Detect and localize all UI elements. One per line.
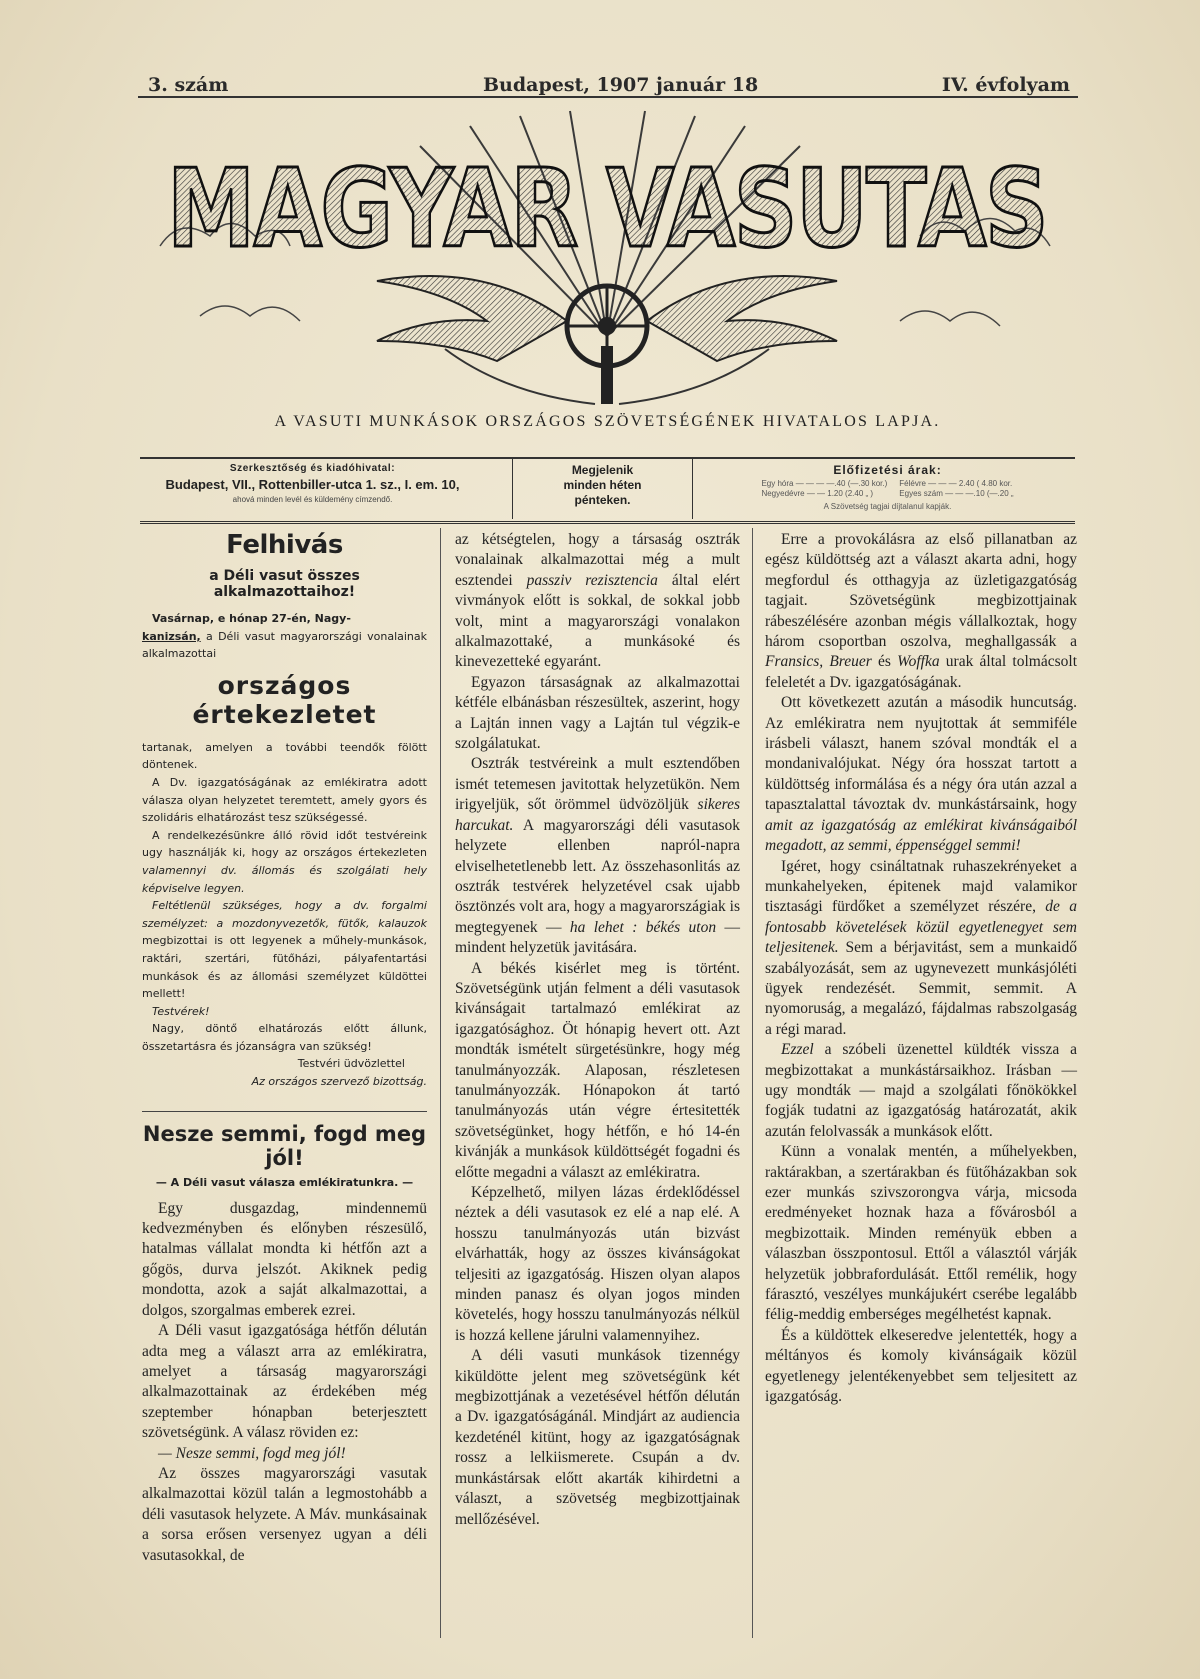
rate-row: Negyedévre — — 1.20 (2.40 „ ) [761, 489, 874, 498]
paragraph [142, 610, 427, 663]
rates-note: A Szövetség tagjai díjtalanul kapják. [823, 502, 952, 511]
signature-committee: Az országos szervező bizottság. [251, 1075, 427, 1089]
text: urak által tolmácsolt feleletét a Dv. igazgatóságának. [765, 653, 1078, 691]
text: a Déli vasut magyarországi vonalainak alkalmazottai [142, 629, 427, 661]
italic-text: de a fontosabb követelések közül egyetlenegyet sem teljesitenek. [765, 898, 1077, 957]
italic-text: amit az igazgatóság az emlékirat kivánságaiból megadott, az semmi, éppenséggel semmi! [765, 816, 1077, 855]
italic-text: passziv rezisztencia [526, 571, 658, 589]
paragraph: A déli vasuti munkások tizennégy kiküldötte jelent meg szövetségünk két megbizottjának a vezetésével hétfőn délután a Dv. igazgatóságánál. Mindjárt az audiencia kezdeténél kitünt, hogy az igazgatóságnak rossz a lelkiismerete. Csupán a dv. munkástársak előtt akarták kihirdetni a választ, a szövetség megbizottjainak mellőzésével. [455, 1347, 740, 1528]
paragraph [455, 754, 740, 958]
rates-table [700, 479, 1075, 499]
italic-text: sikeres harcukat. [455, 796, 740, 834]
rate-row: Félévre — — — 2.40 ( 4.80 kor. [899, 479, 1013, 488]
italic-text: Testvérek! [152, 1004, 210, 1018]
column-rule [440, 528, 441, 1638]
paragraph [142, 1003, 427, 1021]
paragraph: Az összes magyarországi vasutak alkalmazottai közül talán a legmostohább a déli vasutasok helyzete. A Máv. munkásainak a sorsa erősen versenyez ugyan a déli vasutasokkal, de [142, 1464, 427, 1564]
issue-number: 3. szám [148, 74, 229, 96]
text: Igéret, hogy csináltatnak ruhaszekrényeket a munkahelyeken, épitenek majd valamikor tisztasági fürdőket a személyzet részére, [765, 857, 1077, 916]
rate-row: Egyes szám — — —.10 (—.20 „ [899, 489, 1014, 498]
headline-felhivas-sub: a Déli vasut összes alkalmazottaihoz! [209, 568, 360, 600]
text: A magyarországi déli vasutasok helyzete ellenben napról-napra elviselhetetlenebb lett. Az összehasonlitás az osztrák testvérek helyzetével csak ujabb ösztönzés volt ara, hogy a magyarországiak is megtegyenek — [455, 816, 740, 936]
bold-text: Vasárnap, e hónap 27-én, Nagy- [152, 612, 351, 625]
text: Erre a provokálásra az első pillanatban az egész küldöttség azt a választ akarta adni, hogy megfordul és otthagyja az üzletigazgatóság tagjait. Szövetségünk megbizottjainak rábeszélésére azonban mégis vállalkoztak, hogy három csoportban oszolva, meghallgassák a [765, 531, 1077, 651]
paragraph: Képzelhető, milyen lázas érdeklődéssel néztek a déli vasutasok ez elé a nap elé. A hosszu tanulmányozás után bizvást elvárhatták, hogy az összes kivánságokat teljesiti az igazgatóság. Hiszen olyan alapos minden panasz és olyan jogos minden követelés, hogy hosszu tanulmányozás nélkül is hozzá kellene járulni valamennyihez. [455, 1184, 740, 1344]
editorial-note: ahová minden levél és küldemény címzendő. [232, 495, 393, 504]
masthead-title: MAGYAR VASUTAS [167, 147, 1047, 272]
paragraph: tartanak, amelyen a további teendők fölött döntenek. [142, 740, 427, 772]
editorial-office [140, 463, 485, 504]
schedule-line-3: pénteken. [574, 493, 631, 507]
paragraph: A Déli vasut igazgatósága hétfőn délután adta meg a választ arra az emlékiratra, amelyet a társaság magyarországi alkalmazottainak az érdekében még szeptember hónapban beterjesztett szövetségünk. A válasz röviden ez: [142, 1322, 427, 1442]
paragraph: A békés kisérlet meg is történt. Szövetségünk utján felment a déli vasutasok kivánságait tartalmazó emlékirat az igazgatósághoz. Öt hónapig hevert ott. Azt mondták ismételt sürgetésünkre, hogy még tanulmányozzák. Alaposan, részletesen tanulmányozzák. Hónapokon át tartó tanulmányozás után végre értesitették szövetségünket, hogy hétfőn, e hó 14-én kivánják a munkások küldöttségét fogadni és előtte megadni a választ az emlékiratra. [455, 959, 740, 1181]
masthead-logo [140, 106, 1075, 406]
schedule-line-1: Megjelenik [571, 463, 634, 477]
text: az kétségtelen, hogy a társaság osztrák vonalainak alkalmazottai még a mult esztendei [455, 531, 740, 589]
paragraph: Nagy, döntő elhatározás előtt állunk, összetartásra és józanságra van szükség! [142, 1022, 427, 1053]
paragraph [142, 897, 427, 1003]
article-body [142, 1199, 427, 1566]
italic-text: — Nesze semmi, fogd meg jól! [158, 1444, 346, 1462]
text: — mindent helyzetük javitására. [455, 918, 740, 957]
italic-text: Ezzel [781, 1041, 814, 1059]
bold-text: kanizsán, [142, 629, 201, 643]
issue-date: Budapest, 1907 január 18 [483, 74, 759, 96]
column-1 [142, 530, 427, 1566]
text: Sem a bérjavitást, sem a munkaidő szabályozását, sem az ugynevezett munkásjóléti ügyek rendezését. Semmit, semmit. A nyomoruság, a megalázó, fájdalmas rabszolgaság a régi marad. [765, 939, 1077, 1038]
info-divider [512, 459, 513, 519]
editorial-address: Budapest, VII., Rottenbiller-utca 1. sz., I. em. 10, [165, 477, 460, 492]
paragraph: A Dv. igazgatóságának az emlékiratra adott válasza olyan helyzetet teremtett, amely gyors és szolidáris elhatározást tesz szükségessé. [142, 775, 427, 825]
text: A rendelkezésünkre álló rövid időt testvéreink ugy használják ki, hogy az országos értekezleten [142, 828, 427, 860]
text: a szóbeli üzenettel küldték vissza a megbizottakat a munkástársaikhoz. Irásban — ugy mondták — majd a szolgálati főnökökkel fogják tudatni az igazgatóság határozatát, akik azután felolvassák a munkások előtt. [765, 1041, 1077, 1140]
paragraph [765, 530, 1077, 693]
paragraph: Künn a vonalak mentén, a műhelyekben, raktárakban, a szertárakban és fütőházakban sok ezer munkás szivszorongva várja, micsoda eredményeket hoznak haza a fővárosból a megbizottaik. Minden reményük ebben a válaszban összpontosul. Ettől a választól várják helyzetük jobbrafordulását. Ettől remélik, hogy fárasztó, veszélyes munkájukért cserébe legalább félig-meddig emberséges megélhetést kapnak. [765, 1143, 1077, 1324]
signature-greeting: Testvéri üdvözlettel [297, 1057, 405, 1071]
paragraph [765, 1040, 1077, 1142]
headline-felhivas: Felhivás [226, 530, 343, 560]
text: Osztrák testvéreink a mult esztendőben ismét tetemesen javitottak helyzetükön. Nem irigyeljük, sőt örömmel üdvözöljük [455, 755, 740, 814]
header-rule [138, 96, 1078, 98]
italic-text: valamennyi dv. állomás és szolgálati hely képviselve legyen. [142, 863, 427, 895]
italic-text: Fransics, Breuer [765, 653, 872, 671]
header-line [138, 74, 1078, 100]
column-2 [455, 530, 740, 1530]
text: és [871, 653, 898, 671]
paragraph: És a küldöttek elkeseredve jelentették, hogy a méltányos és komoly kivánságaik közül egyetlenegy jelentékenyebbet sem teljesitett az igazgatóság. [765, 1326, 1077, 1406]
info-divider [692, 459, 693, 519]
paragraph [765, 857, 1077, 1041]
italic-text: Woffka [897, 653, 940, 671]
text: megbizottai is ott legyenek a műhely-munkások, raktári, szertári, fütőházi, pályafentartási munkások és az állomási személyzet küldöttei mellett! [142, 934, 427, 1001]
prices-heading: Előfizetési árak: [833, 463, 942, 477]
italic-text: Feltétlenül szükséges, hogy a dv. forgalmi személyzet: a mozdonyvezetők, fütők, kalauzok [142, 899, 427, 930]
info-bar [140, 457, 1075, 524]
section-divider [142, 1111, 427, 1112]
column-3 [765, 530, 1077, 1407]
paragraph [455, 530, 740, 673]
headline-nesze-sub: — A Déli vasut válasza emlékiratunkra. — [155, 1175, 414, 1189]
italic-text: ha lehet : békés uton [569, 918, 717, 936]
schedule-line-2: minden héten [563, 478, 642, 492]
paragraph [142, 827, 427, 897]
paragraph: Egy dusgazdag, mindennemü kedvezményben és előnyben részesülő, hatalmas vállalat mondta ki hétfőn azt a gőgös, durva jelszót. Akiknek pedig mondotta, azok a saját alkalmazottai, a dolgos, szorgalmas emberek ezrei. [142, 1199, 427, 1319]
editorial-label: Szerkesztőség és kiadóhivatal: [229, 463, 396, 474]
paragraph [142, 1444, 427, 1464]
volume-number: IV. évfolyam [941, 74, 1070, 96]
publication-schedule [525, 463, 680, 508]
rate-row: Egy hóra — — — —.40 (—.30 kor.) [761, 479, 888, 488]
column-rule [752, 528, 753, 1638]
text: Ott következett azután a második huncutság. Az emlékiratra nem nyujtottak át semmiféle irásbeli választ, hanem szóval mondták el a mondanivalójukat. Négy óra hosszat tartott a küldöttség informálása és a négy óra után azzal a tapasztalattal távoztak dv. munkástársaink, hogy [765, 694, 1077, 814]
headline-nesze: Nesze semmi, fogd meg jól! [142, 1121, 427, 1170]
masthead-subtitle: A VASUTI MUNKÁSOK ORSZÁGOS SZÖVETSÉGÉNEK HIVATALOS LAPJA. [274, 413, 941, 430]
paragraph [765, 693, 1077, 856]
subscription-prices [700, 463, 1075, 511]
headline-ertekezlet: országos értekezletet [192, 670, 377, 729]
text: által elért vivmányok előtt is sokkal, de sokkal jobb volt, mint a magyarországi vonalakon alkalmazottaké, a munkásoké és kinevezetteké egyaránt. [455, 571, 740, 671]
paragraph: Egyazon társaságnak az alkalmazottai kétféle elbánásban részesültek, aszerint, hogy a Lajtán innen vagy a Lajtán tul végzik-e szolgálatukat. [455, 673, 740, 753]
